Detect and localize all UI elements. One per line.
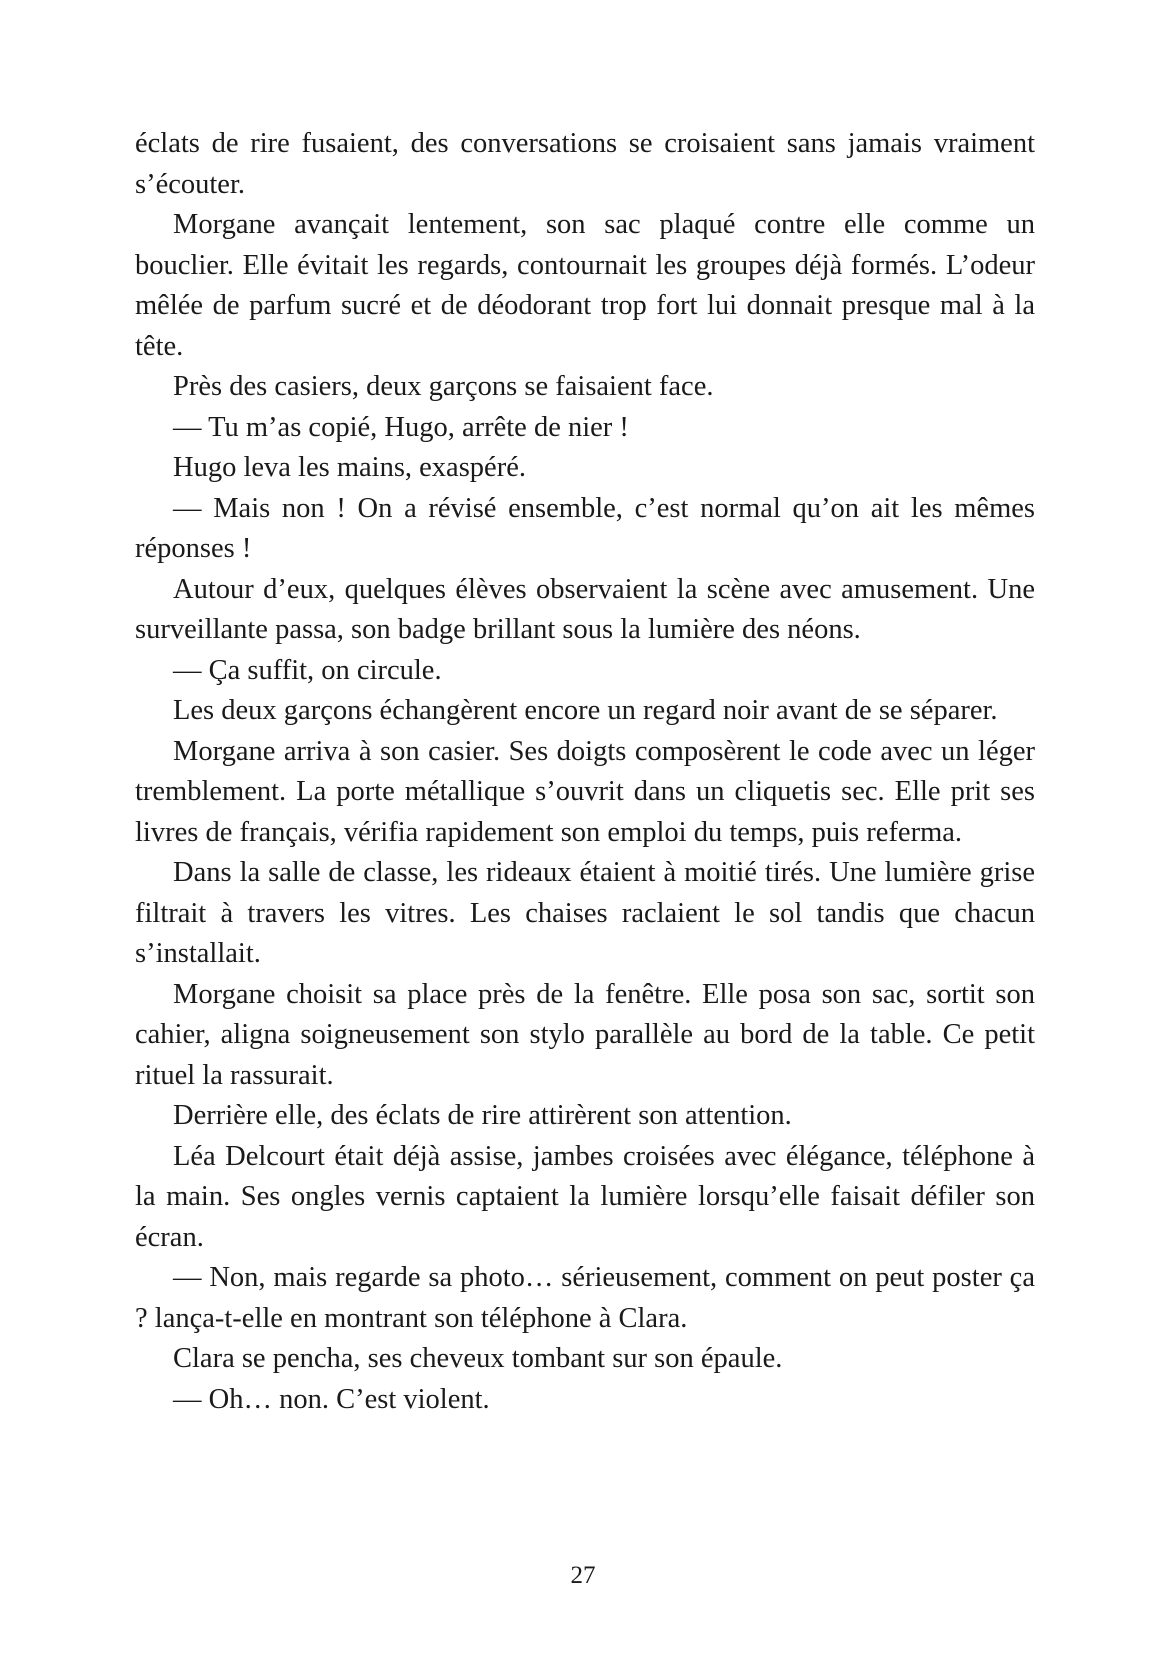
page-number: 27 bbox=[570, 1562, 596, 1589]
paragraph: Hugo leva les mains, exaspéré. bbox=[173, 452, 526, 483]
paragraph: Clara se pencha, ses cheveux tombant sur son épaule. bbox=[173, 1343, 783, 1374]
paragraph: éclats de rire fusaient, des conversations se croisaient sans jamais vraiment s’écouter. bbox=[135, 128, 1035, 200]
paragraph: Près des casiers, deux garçons se faisaient face. bbox=[173, 371, 714, 402]
dialogue-line: — Oh… non. C’est violent. bbox=[173, 1383, 490, 1415]
paragraph: Morgane choisit sa place près de la fenêtre. Elle posa son sac, sortit son cahier, aligna soigneusement son stylo parallèle au bord de la table. Ce petit rituel la rassurait. bbox=[135, 978, 1035, 1091]
dialogue-line: — Non, mais regarde sa photo… sérieusement, comment on peut poster ça ? lança-t-elle en montrant son téléphone à Clara. bbox=[135, 1262, 1035, 1334]
paragraph: Morgane avançait lentement, son sac plaqué contre elle comme un bouclier. Elle évitait les regards, contournait les groupes déjà formés. L’odeur mêlée de parfum sucré et de déodorant trop fort lui donnait presque mal à la tête. bbox=[135, 209, 1035, 362]
paragraph: Autour d’eux, quelques élèves observaient la scène avec amusement. Une surveillante passa, son badge brillant sous la lumière des néons. bbox=[135, 573, 1035, 645]
paragraph: Léa Delcourt était déjà assise, jambes croisées avec élégance, téléphone à la main. Ses ongles vernis captaient la lumière lorsqu’elle faisait défiler son écran. bbox=[135, 1140, 1035, 1253]
paragraph: Derrière elle, des éclats de rire attirèrent son attention. bbox=[173, 1100, 792, 1131]
paragraph: Morgane arriva à son casier. Ses doigts composèrent le code avec un léger tremblement. La porte métallique s’ouvrit dans un cliquetis sec. Elle prit ses livres de français, vérifia rapidement son emploi du temps, puis referma. bbox=[135, 735, 1035, 848]
paragraph: Dans la salle de classe, les rideaux étaient à moitié tirés. Une lumière grise filtrait à travers les vitres. Les chaises raclaient le sol tandis que chacun s’installait. bbox=[135, 857, 1035, 969]
body-text bbox=[135, 124, 1035, 1420]
paragraph: Les deux garçons échangèrent encore un regard noir avant de se séparer. bbox=[173, 695, 998, 726]
dialogue-line: — Mais non ! On a révisé ensemble, c’est normal qu’on ait les mêmes réponses ! bbox=[135, 492, 1035, 564]
dialogue-line: — Ça suffit, on circule. bbox=[173, 654, 442, 686]
dialogue-line: — Tu m’as copié, Hugo, arrête de nier ! bbox=[173, 411, 629, 443]
